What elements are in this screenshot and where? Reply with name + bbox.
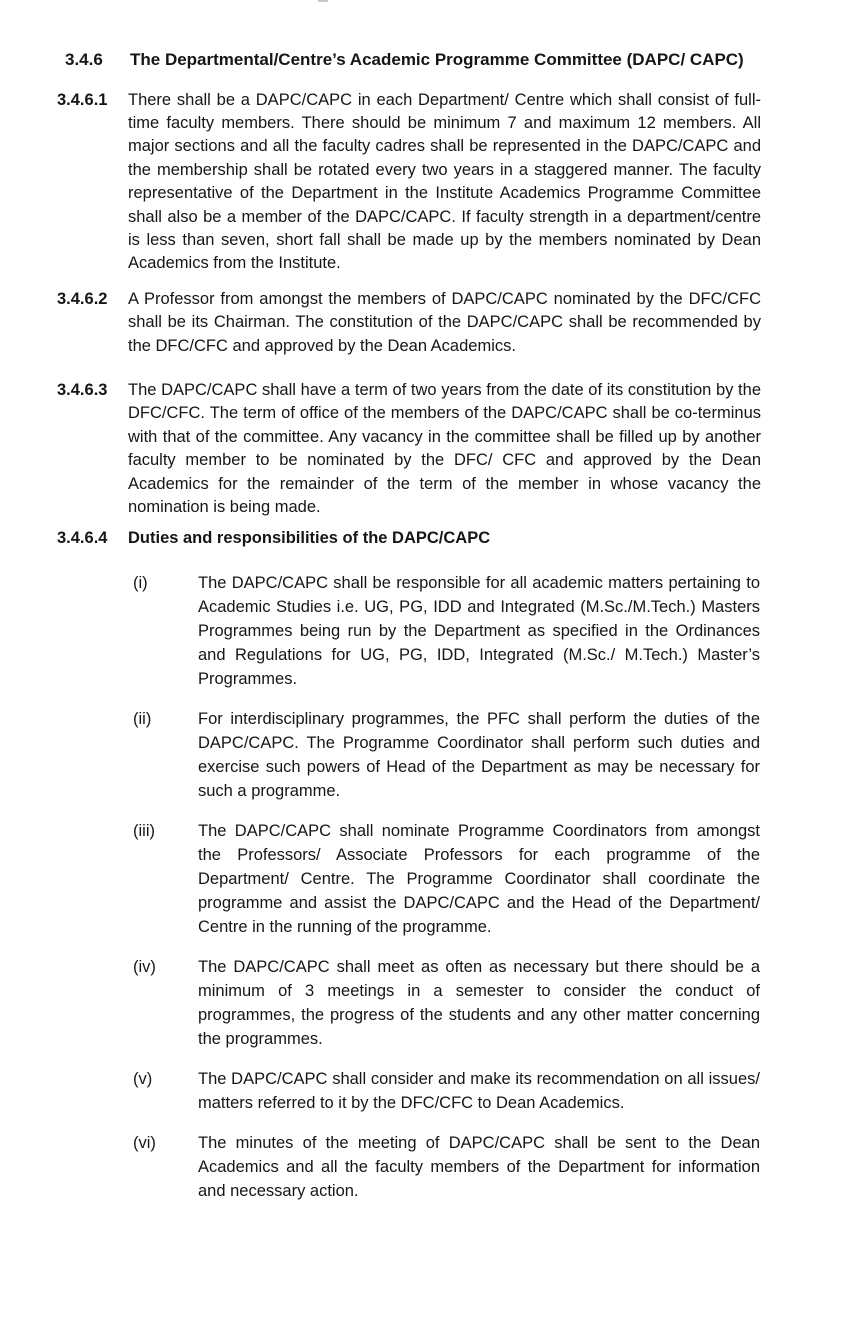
list-item-text: For interdisciplinary programmes, the PFC shall perform the duties of the DAPC/CAPC. The Programme Coordinator shall perform such duties and exercise such powers of Head of the Department as may be necessary for such a programme. — [198, 709, 760, 800]
paragraph-3463 — [57, 379, 763, 519]
subsection-number: 3.4.6.4 — [57, 529, 108, 548]
list-item-text: The minutes of the meeting of DAPC/CAPC shall be sent to the Dean Academics and all the faculty members of the Department for information and necessary action. — [198, 1133, 760, 1200]
paragraph-number: 3.4.6.2 — [57, 289, 108, 308]
subsection-title: Duties and responsibilities of the DAPC/CAPC — [128, 529, 491, 548]
duty-item-vi — [133, 1131, 763, 1203]
list-marker: (ii) — [133, 709, 152, 728]
subsection-heading-3464 — [57, 527, 763, 550]
section-heading — [65, 48, 763, 72]
list-marker: (i) — [133, 573, 148, 592]
paragraph-number: 3.4.6.3 — [57, 380, 108, 399]
section-title: The Departmental/Centre’s Academic Programme Committee (DAPC/ CAPC) — [130, 50, 744, 69]
duty-item-iv — [133, 955, 763, 1051]
list-item-text: The DAPC/CAPC shall meet as often as necessary but there should be a minimum of 3 meetings in a semester to consider the conduct of programmes, the progress of the students and any other matter concerning the programmes. — [198, 957, 760, 1048]
duty-item-v — [133, 1067, 763, 1115]
list-item-text: The DAPC/CAPC shall nominate Programme Coordinators from amongst the Professors/ Associate Professors for each programme of the Department/ Centre. The Programme Coordinator shall coordinate the programme and assist the DAPC/CAPC and the Head of the Department/ Centre in the running of the programme. — [198, 821, 760, 936]
list-item-text: The DAPC/CAPC shall be responsible for all academic matters pertaining to Academic Studies i.e. UG, PG, IDD and Integrated (M.Sc./M.Tech.) Masters Programmes being run by the Department as specified in the Ordinances and Regulations for UG, PG, IDD, Integrated (M.Sc./ M.Tech.) Master’s Programmes. — [198, 573, 760, 688]
section-number: 3.4.6 — [65, 50, 103, 69]
list-marker: (iii) — [133, 821, 155, 840]
list-item-text: The DAPC/CAPC shall consider and make its recommendation on all issues/ matters referred to it by the DFC/CFC to Dean Academics. — [198, 1069, 760, 1112]
list-marker: (v) — [133, 1069, 153, 1088]
list-marker: (iv) — [133, 957, 156, 976]
duty-item-ii — [133, 707, 763, 803]
page-edge-artifact — [318, 0, 328, 2]
paragraph-text: There shall be a DAPC/CAPC in each Department/ Centre which shall consist of full-time faculty members. There should be minimum 7 and maximum 12 members. All major sections and all the faculty cadres shall be represented in the DAPC/CAPC and the membership shall be rotated every two years in a staggered manner. The faculty representative of the Department in the Institute Academics Programme Committee shall also be a member of the DAPC/CAPC. If faculty strength in a department/centre is less than seven, short fall shall be made up by the members nominated by Dean Academics from the Institute. — [128, 90, 761, 273]
paragraph-3462 — [57, 288, 763, 358]
list-marker: (vi) — [133, 1133, 156, 1152]
page-content — [57, 48, 763, 1203]
paragraph-3461 — [57, 89, 763, 276]
paragraph-text: The DAPC/CAPC shall have a term of two years from the date of its constitution by the DFC/CFC. The term of office of the members of the DAPC/CAPC shall be co-terminus with that of the committee. Any vacancy in the committee shall be filled up by another faculty member to be nominated by the DFC/ CFC and approved by the Dean Academics for the remainder of the term of the member in whose vacancy the nomination is being made. — [128, 380, 761, 516]
duty-item-i — [133, 571, 763, 691]
duty-item-iii — [133, 819, 763, 939]
paragraph-text: A Professor from amongst the members of DAPC/CAPC nominated by the DFC/CFC shall be its Chairman. The constitution of the DAPC/CAPC shall be recommended by the DFC/CFC and approved by the Dean Academics. — [128, 289, 761, 355]
paragraph-number: 3.4.6.1 — [57, 90, 108, 109]
